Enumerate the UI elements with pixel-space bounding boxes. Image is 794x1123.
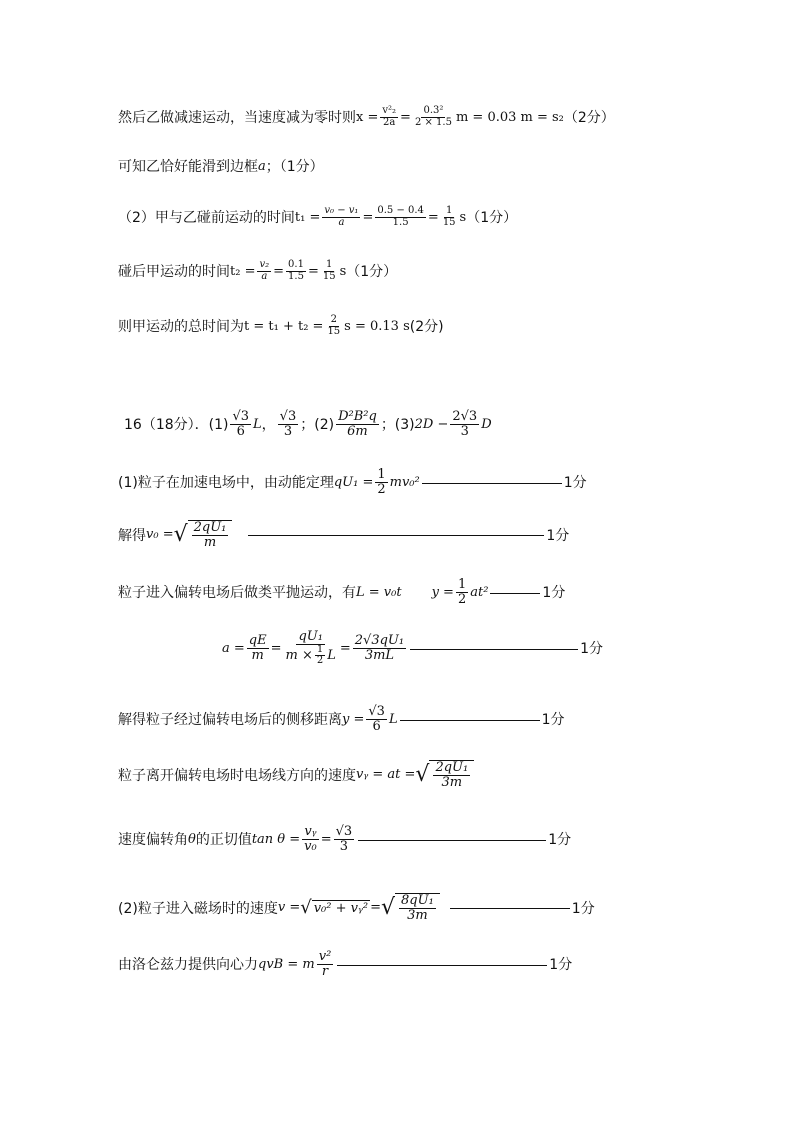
fraction bbox=[375, 468, 387, 496]
fraction bbox=[450, 410, 479, 438]
math: t₂ = bbox=[230, 263, 256, 279]
numerator: 2qU₁ bbox=[435, 760, 469, 775]
denominator: 6 bbox=[236, 423, 245, 439]
fraction bbox=[284, 630, 338, 667]
leader-line bbox=[248, 535, 544, 536]
math: qvB = m bbox=[258, 956, 315, 972]
numerator: 1 bbox=[377, 467, 386, 482]
text: 的正切值 bbox=[195, 832, 252, 849]
math: x = bbox=[356, 109, 379, 125]
denominator: 2 bbox=[377, 481, 386, 497]
question-heading: 16（18分）．(1) bbox=[124, 417, 229, 434]
score: ；（1分） bbox=[265, 159, 324, 175]
fraction bbox=[230, 410, 251, 438]
score: 1分 bbox=[549, 957, 573, 974]
math: vᵧ = at = bbox=[356, 767, 416, 783]
math: t = t₁ + t₂ = bbox=[244, 318, 324, 334]
denominator: 6 bbox=[372, 718, 381, 734]
text: (2)粒子进入磁场时的速度 bbox=[118, 900, 278, 917]
denominator: v₀ bbox=[304, 838, 317, 854]
math: θ bbox=[188, 831, 196, 847]
fraction bbox=[441, 206, 458, 228]
math: tan θ = bbox=[251, 831, 301, 847]
numerator: D²B²q bbox=[338, 409, 377, 424]
math: D bbox=[481, 416, 492, 432]
numerator: 1 bbox=[457, 577, 467, 592]
score: 1分 bbox=[542, 585, 566, 602]
numerator: vᵧ bbox=[304, 824, 317, 839]
math: 2D − bbox=[414, 416, 449, 432]
fraction bbox=[334, 825, 355, 853]
fraction bbox=[325, 315, 342, 337]
leader-line bbox=[358, 840, 546, 841]
unit: s bbox=[339, 263, 347, 279]
equals: = bbox=[370, 900, 381, 916]
numerator: 2√3qU₁ bbox=[354, 633, 405, 649]
line-3: （2）甲与乙碰前运动的时间 t₁ = $\frac{\text{v₀ − v₁}}{a}$ = $\frac{0.5 - 0.4}{1.5}$ = $\frac{1}{15}$ s （1分） bbox=[118, 205, 518, 228]
denominator: 3 bbox=[283, 423, 293, 439]
denominator: m bbox=[203, 534, 217, 550]
denominator-suffix: L bbox=[327, 647, 336, 663]
numerator: v₀ − v₁ bbox=[324, 205, 359, 216]
fraction bbox=[336, 410, 379, 438]
denominator: r bbox=[321, 963, 329, 979]
line-9 bbox=[118, 578, 565, 606]
fraction bbox=[433, 761, 470, 789]
numerator: qU₁ bbox=[298, 629, 323, 644]
line-10: a = $\frac{qE}{m}$ = qU₁ m × $\frac{1}{2}$ L = $\frac{\text{2√3qU₁}}{3mL}$ 1分 bbox=[222, 629, 604, 667]
fraction bbox=[366, 705, 387, 733]
text: 然后乙做减速运动，当速度减为零时则 bbox=[118, 110, 356, 126]
line-7 bbox=[118, 468, 587, 496]
fraction bbox=[257, 260, 271, 282]
line-15 bbox=[118, 950, 572, 978]
square-root: √ $\frac{\text{8qU₁}}{3m}$ bbox=[381, 893, 440, 922]
math: v₀ = bbox=[146, 527, 174, 543]
unit: s bbox=[459, 209, 467, 225]
score: （2分） bbox=[563, 110, 615, 126]
math: L bbox=[388, 711, 398, 727]
square-root: √ v₀² + vᵧ² bbox=[300, 896, 369, 918]
numerator: √3 bbox=[335, 824, 353, 839]
denominator: 2 bbox=[457, 591, 467, 607]
numerator: 1 bbox=[326, 259, 333, 270]
score: 1分 bbox=[571, 900, 595, 917]
separator: ， bbox=[261, 417, 276, 434]
line-2 bbox=[118, 156, 324, 176]
fraction bbox=[456, 578, 468, 606]
numerator: v²₂ bbox=[382, 105, 397, 116]
line-8 bbox=[118, 520, 569, 549]
fraction bbox=[192, 521, 229, 549]
text: 则甲运动的总时间为 bbox=[118, 319, 244, 335]
line-12 bbox=[118, 760, 474, 789]
fraction bbox=[399, 894, 436, 922]
line-14 bbox=[118, 893, 595, 922]
score: （1分） bbox=[346, 264, 398, 280]
denominator: 2a bbox=[383, 116, 396, 128]
denominator: 3 bbox=[339, 838, 349, 854]
square-root: √ $\frac{\text{2qU₁}}{m}$ bbox=[174, 520, 233, 549]
line-1: 然后乙做减速运动，当速度减为零时则 x = $\frac{\text{v²₂}}{2a}$ = $\frac{\text{0.3²}}{2 \times 1.5}$ m = 0.03 m = s₂ （2分） bbox=[118, 105, 615, 128]
numerator: 2 bbox=[330, 314, 337, 325]
score: 1分 bbox=[548, 832, 572, 849]
denominator: a bbox=[261, 270, 268, 282]
math: mv₀² bbox=[389, 474, 420, 490]
square-root: √ $\frac{\text{2qU₁}}{3m}$ bbox=[415, 760, 474, 789]
leader-line bbox=[410, 649, 578, 650]
denominator: 6m bbox=[347, 423, 368, 439]
text: （2）甲与乙碰前运动的时间 bbox=[118, 210, 295, 226]
numerator: 2√3 bbox=[452, 409, 478, 424]
math: at² bbox=[470, 584, 489, 600]
equals: = bbox=[320, 831, 332, 847]
score: 1分 bbox=[541, 712, 565, 729]
line-6-answer-summary bbox=[124, 410, 492, 438]
numerator: qE bbox=[248, 633, 267, 649]
denominator: 2 × 1.5 bbox=[414, 116, 452, 128]
fraction bbox=[302, 825, 319, 853]
numerator: 8qU₁ bbox=[401, 893, 434, 908]
denominator: 3m bbox=[441, 774, 463, 790]
separator: ；(2) bbox=[300, 417, 335, 434]
fraction bbox=[278, 410, 299, 438]
text: (1)粒子在加速电场中，由动能定理 bbox=[118, 475, 334, 492]
text: 粒子进入偏转电场后做类平抛运动，有 bbox=[118, 585, 356, 602]
numerator: 0.3² bbox=[423, 105, 444, 116]
denominator: 3mL bbox=[364, 647, 395, 663]
fraction bbox=[375, 206, 426, 228]
numerator: 1 bbox=[316, 643, 324, 655]
fraction bbox=[286, 260, 306, 282]
math: y = bbox=[342, 711, 365, 727]
fraction bbox=[317, 950, 334, 978]
denominator-prefix: m × bbox=[285, 647, 313, 663]
fraction bbox=[315, 645, 325, 667]
math: a = bbox=[222, 640, 245, 656]
score: （1分） bbox=[466, 210, 518, 226]
denominator: 1.5 bbox=[392, 216, 409, 228]
score: 1分 bbox=[546, 527, 570, 544]
leader-line bbox=[450, 908, 570, 909]
numerator: 0.5 − 0.4 bbox=[377, 205, 424, 216]
text: 速度偏转角 bbox=[118, 832, 188, 849]
fraction bbox=[247, 634, 269, 662]
fraction bbox=[413, 106, 454, 128]
leader-line bbox=[490, 593, 540, 594]
text: 解得粒子经过偏转电场后的侧移距离 bbox=[118, 712, 342, 729]
text: 由洛仑兹力提供向心力 bbox=[118, 957, 258, 974]
denominator bbox=[284, 645, 338, 667]
math: a bbox=[258, 158, 266, 174]
math: t₁ = bbox=[294, 209, 321, 225]
fraction bbox=[321, 260, 338, 282]
numerator: √3 bbox=[232, 409, 250, 424]
numerator: v² bbox=[318, 949, 332, 964]
radicand: v₀² + vᵧ² bbox=[313, 900, 369, 916]
numerator: √3 bbox=[279, 409, 297, 424]
numerator: 0.1 bbox=[288, 259, 304, 270]
math: m = 0.03 m = s₂ bbox=[455, 109, 564, 125]
leader-line bbox=[337, 965, 547, 966]
score: (2分) bbox=[409, 319, 444, 335]
math: L = v₀t bbox=[356, 584, 402, 600]
denominator: 15 bbox=[442, 216, 456, 228]
score: 1分 bbox=[580, 641, 604, 658]
numerator: 2qU₁ bbox=[193, 520, 227, 535]
line-4: 碰后甲运动的时间 t₂ = $\frac{\text{v₂}}{a}$ = $\frac{0.1}{1.5}$ = $\frac{1}{15}$ s （1分） bbox=[118, 259, 398, 282]
line-13 bbox=[118, 825, 571, 853]
text: 解得 bbox=[118, 527, 146, 544]
math: s = 0.13 s bbox=[344, 318, 410, 334]
math: L bbox=[253, 416, 262, 432]
numerator: 1 bbox=[445, 205, 453, 216]
denominator: a bbox=[338, 216, 345, 228]
text: 可知乙恰好能滑到边框 bbox=[118, 159, 258, 175]
fraction bbox=[380, 106, 398, 128]
math: v = bbox=[277, 900, 301, 916]
text: 碰后甲运动的时间 bbox=[118, 264, 230, 280]
denominator: 15 bbox=[327, 325, 341, 337]
denominator: m bbox=[251, 647, 264, 663]
numerator: v₂ bbox=[259, 259, 270, 270]
leader-line bbox=[400, 720, 540, 721]
line-11 bbox=[118, 705, 565, 733]
denominator: 3 bbox=[460, 423, 469, 439]
text: 粒子离开偏转电场时电场线方向的速度 bbox=[118, 767, 356, 784]
denominator: 1.5 bbox=[288, 270, 304, 282]
denominator: 3m bbox=[407, 907, 428, 923]
math: y = bbox=[431, 584, 454, 600]
fraction bbox=[353, 634, 406, 662]
score: 1分 bbox=[563, 475, 587, 492]
leader-line bbox=[422, 483, 562, 484]
math: qU₁ = bbox=[333, 474, 374, 490]
denominator: 15 bbox=[322, 270, 336, 282]
denominator: 2 bbox=[316, 655, 324, 667]
separator: ；(3) bbox=[380, 417, 415, 434]
numerator: √3 bbox=[368, 704, 385, 719]
fraction bbox=[322, 206, 360, 228]
line-5 bbox=[118, 315, 444, 337]
